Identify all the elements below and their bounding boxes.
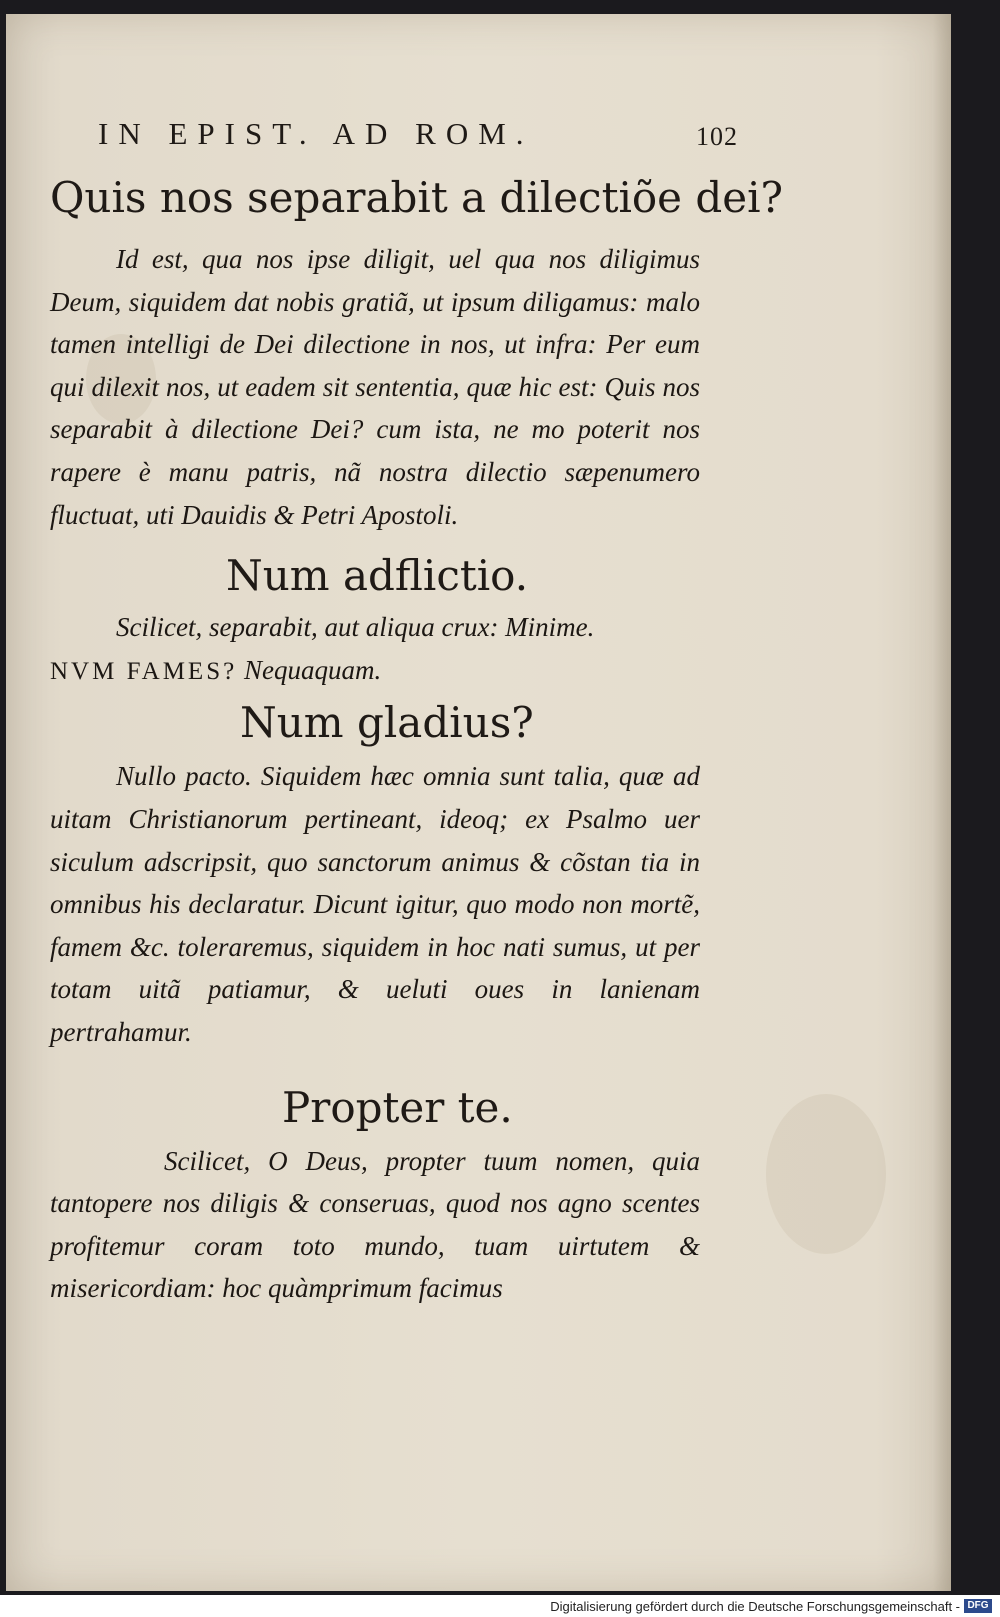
page-number: 102 [696, 122, 738, 151]
running-head [98, 116, 738, 152]
commentary-paragraph: Scilicet, O Deus, propter tuum nomen, quia tantopere nos diligis & conseruas, quod nos agno scentes profitemur coram toto mundo, tuam uirtutem & misericordiam: hoc quàmprimum facimus [50, 1145, 700, 1304]
small-caps-lemma: NVM FAMES? [50, 657, 238, 685]
book-page [6, 14, 951, 1591]
lemma-heading: Num gladius? [240, 698, 534, 748]
commentary-text: Nequaquam. [243, 654, 382, 685]
lemma-heading: Num adflictio. [226, 551, 529, 601]
commentary-paragraph: Id est, qua nos ipse diligit, uel qua nos diligimus Deum, siquidem dat nobis gratiã, ut ipsum diligamus: malo tamen intelligi de Dei dilectione in nos, ut infra: Per eum qui dilexit nos, ut eadem sit sententia, quæ hic est: Quis nos separabit à dilectione Dei? cum ista, ne mo poterit nos rapere è manu patris, nã nostra dilectio sæpenumero fluctuat, uti Dauidis & Petri Apostoli. [50, 244, 700, 530]
text-block [50, 172, 784, 1310]
paper-stain [766, 1094, 886, 1254]
running-title: IN EPIST. AD ROM. [98, 116, 534, 151]
footer-bar [0, 1595, 1000, 1617]
dfg-logo: DFG [964, 1599, 992, 1613]
page-edge-shadow [933, 14, 951, 1591]
lemma-heading: Propter te. [282, 1082, 513, 1132]
lemma-heading: Quis nos separabit a dilectiõe dei? [50, 173, 784, 222]
funding-credit: Digitalisierung gefördert durch die Deutsche Forschungsgemeinschaft - [550, 1599, 960, 1614]
commentary-paragraph: Nullo pacto. Siquidem hæc omnia sunt talia, quæ ad uitam Christianorum pertineant, ideoq; ex Psalmo uer siculum adscripsit, quo sanctorum animus & cõstan tia in omnibus his declaratur. Dicunt igitur, quo modo non mortẽ, famem &c. toleraremus, siquidem in hoc nati sumus, ut per totam uitã patiamur, & ueluti oues in lanienam pertrahamur. [50, 761, 700, 1047]
commentary-paragraph: Scilicet, separabit, aut aliqua crux: Minime. [116, 612, 595, 643]
commentary-paragraph [50, 649, 700, 694]
